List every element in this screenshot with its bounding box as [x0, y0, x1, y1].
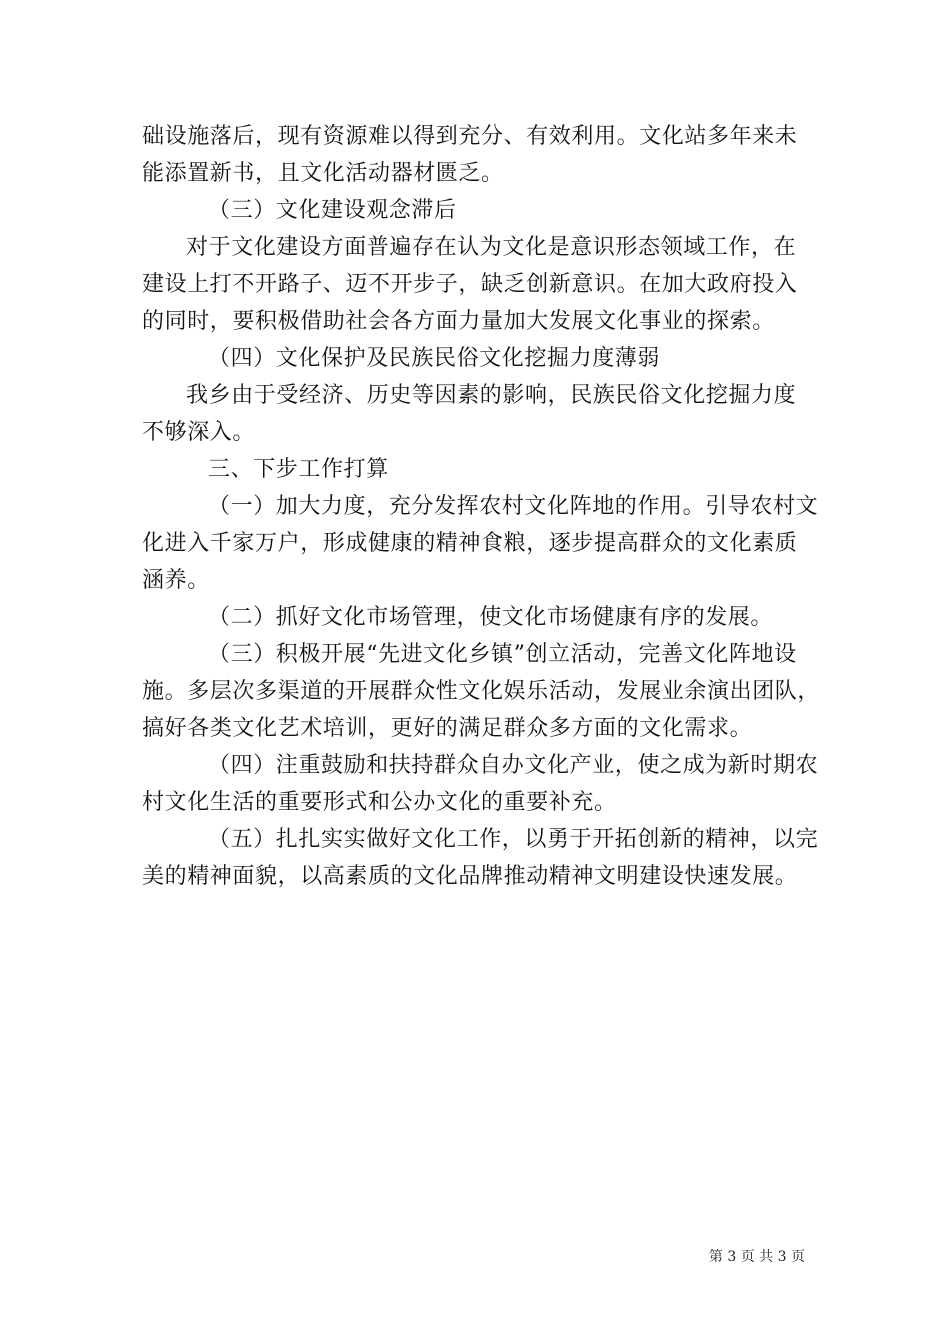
section-heading: （四）文化保护及民族民俗文化挖掘力度薄弱 [208, 346, 661, 371]
text-line: 建设上打不开路子、迈不开步子，缺乏创新意识。在加大政府投入 [142, 272, 798, 297]
text-line: （五）扎扎实实做好文化工作，以勇于开拓创新的精神，以完 [208, 827, 819, 852]
text-line: 能添置新书，且文化活动器材匮乏。 [142, 161, 504, 186]
text-line: 美的精神面貌，以高素质的文化品牌推动精神文明建设快速发展。 [142, 864, 798, 889]
text-line: （一）加大力度，充分发挥农村文化阵地的作用。引导农村文 [208, 494, 819, 519]
text-line: 村文化生活的重要形式和公办文化的重要补充。 [142, 790, 617, 815]
text-line: （三）积极开展“先进文化乡镇”创立活动，完善文化阵地设 [208, 642, 797, 667]
text-line: 础设施落后，现有资源难以得到充分、有效利用。文化站多年来未 [142, 124, 798, 149]
text-line: （四）注重鼓励和扶持群众自办文化产业，使之成为新时期农 [208, 753, 819, 778]
text-line: 化进入千家万户，形成健康的精神食粮，逐步提高群众的文化素质 [142, 531, 798, 556]
text-line: 的同时，要积极借助社会各方面力量加大发展文化事业的探索。 [142, 309, 775, 334]
section-heading: （三）文化建设观念滞后 [208, 198, 457, 223]
section-heading: 三、下步工作打算 [208, 457, 389, 482]
text-line: 我乡由于受经济、历史等因素的影响，民族民俗文化挖掘力度 [186, 383, 797, 408]
text-line: （二）抓好文化市场管理，使文化市场健康有序的发展。 [208, 605, 774, 630]
text-line: 施。多层次多渠道的开展群众性文化娱乐活动，发展业余演出团队， [142, 679, 821, 704]
text-line: 不够深入。 [142, 420, 256, 445]
text-line: 对于文化建设方面普遍存在认为文化是意识形态领域工作，在 [186, 235, 797, 260]
text-line: 搞好各类文化艺术培训，更好的满足群众多方面的文化需求。 [142, 716, 753, 741]
text-line: 涵养。 [142, 568, 210, 593]
page-number: 第 3 页 共 3 页 [708, 1249, 805, 1265]
